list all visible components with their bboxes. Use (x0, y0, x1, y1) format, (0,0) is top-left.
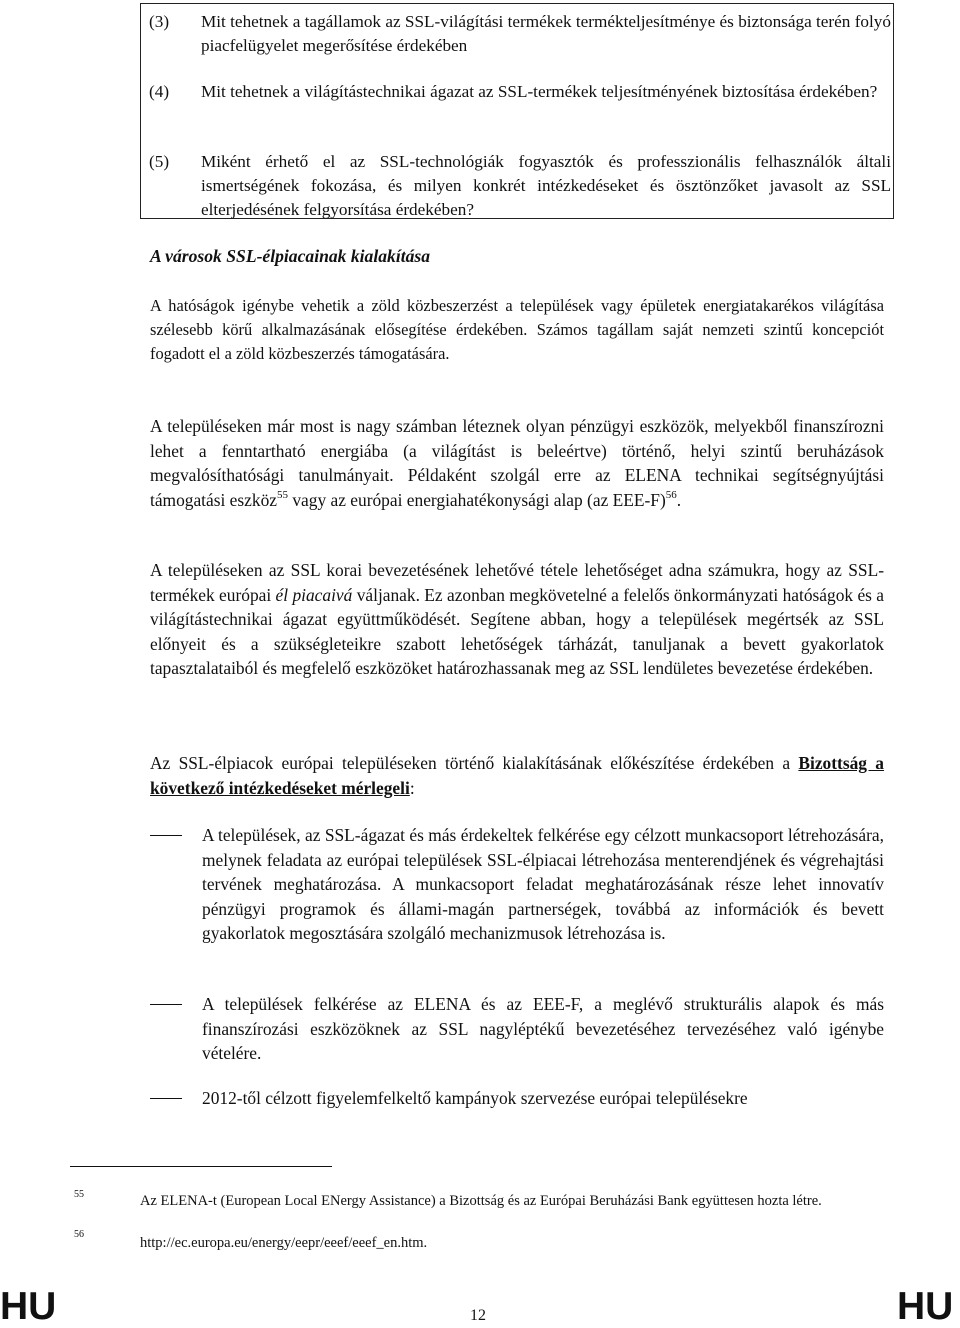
question-number: (5) (149, 152, 170, 171)
footnote-separator (70, 1166, 332, 1167)
dash-bullet (150, 1098, 182, 1099)
footnote-number: 55 (74, 1189, 84, 1200)
footnote-56[interactable]: http://ec.europa.eu/energy/eepr/eeef/eeef_en.htm. (140, 1235, 428, 1251)
section-heading: A városok SSL-élpiacainak kialakítása (150, 246, 431, 266)
bullet-text: 2012-től célzott figyelemfelkeltő kampányok szervezése európai településekre (202, 1088, 748, 1108)
footnote-ref-56[interactable]: 56 (665, 488, 677, 501)
question-text: Mit tehetnek a világítástechnikai ágazat az SSL-termékek teljesítményének biztosítása érdekében? (201, 82, 878, 101)
question-number: (4) (149, 82, 170, 101)
paragraph-commission-measures: Az SSL-élpiacok európai településeken történő kialakításának előkészítése érdekében a Bizottság a következő intézkedéseket mérlegeli: (150, 753, 884, 798)
dash-bullet (150, 1004, 182, 1005)
footnote-55: Az ELENA-t (European Local ENergy Assistance) a Bizottság és az Európai Beruházási Bank együttesen hozta létre. (140, 1193, 822, 1209)
language-code-left: HU (0, 1285, 57, 1328)
question-number: (3) (149, 12, 170, 31)
question-text: Miként érhető el az SSL-technológiák fogyasztók és professzionális felhasználók általi ismertségének fokozása, és milyen konkrét intézkedéseket és ösztönzőket javasolt az SSL elterjedésének felgyorsítása érdekében? (201, 152, 891, 219)
footnote-number: 56 (74, 1229, 84, 1240)
bullet-text: A települések felkérése az ELENA és az EEE-F, a meglévő strukturális alapok és más finanszírozási eszközöknek az SSL nagyléptékű bevezetéséhez tervezéséhez való igénybe vételére. (202, 994, 884, 1064)
footnote-ref-55[interactable]: 55 (277, 488, 288, 501)
questions-box (140, 3, 894, 219)
italic-phrase: él piacaivá (275, 584, 353, 605)
question-text: Mit tehetnek a tagállamok az SSL-világítási termékek termékteljesítménye és biztonsága terén folyó piacfelügyelet megerősítése érdekében (201, 12, 891, 55)
paragraph-green-procurement: A hatóságok igénybe vehetik a zöld közbeszerzést a települések vagy épületek energiatakarékos világítása szélesebb körű alkalmazásának elősegítése érdekében. Számos tagállam saját nemzeti szintű koncepciót fogadott el a zöld közbeszerzés támogatására. (150, 296, 884, 363)
bullet-text: A települések, az SSL-ágazat és más érdekeltek felkérése egy célzott munkacsoport létrehozására, melynek feladata az európai települések SSL-élpiacai létrehozása menterendjének és végrehajtási tervének meghatározása. A munkacsoport feladat meghatározásának része lehet innovatív pénzügyi programok és állami-magán partnerségek, továbbá az információk és bevett gyakorlatok megosztására szolgáló mechanizmusok létrehozása is. (202, 825, 884, 944)
paragraph-financial-instruments: A településeken már most is nagy számban léteznek olyan pénzügyi eszközök, melyekből finanszírozni lehet a fenntartható energiába (a világítást is beleértve) történő, helyi szintű beruházások megvalósíthatósági tanulmányait. Példaként szolgál erre az ELENA technikai segítségnyújtási támogatási eszköz$^{55}$ vagy az európai energiahatékonysági alap (az EEE-F)$^{56}$. (150, 416, 884, 510)
page-number: 12 (470, 1307, 486, 1324)
bold-underlined-phrase: Bizottság a következő intézkedéseket mérlegeli (150, 753, 884, 798)
dash-bullet (150, 835, 182, 836)
paragraph-early-adoption: A településeken az SSL korai bevezetésének lehetővé tétele lehetőséget adna számukra, hogy az SSL-termékek európai él piacaivá váljanak. Ez azonban megkövetelné a felelős önkormányzati hatóságok és a világítástechnikai ágazat együttműködését. Segítene abban, hogy a települések megértsék az SSL előnyeit és a szükségleteikre szabott lehetőségek tárházát, tanuljanak a bevett gyakorlatok tapasztalataiból és megfelelő eszközöket határozhassanak meg az SSL lendületes bevezetése érdekében. (150, 560, 885, 679)
language-code-right: HU (897, 1285, 954, 1328)
